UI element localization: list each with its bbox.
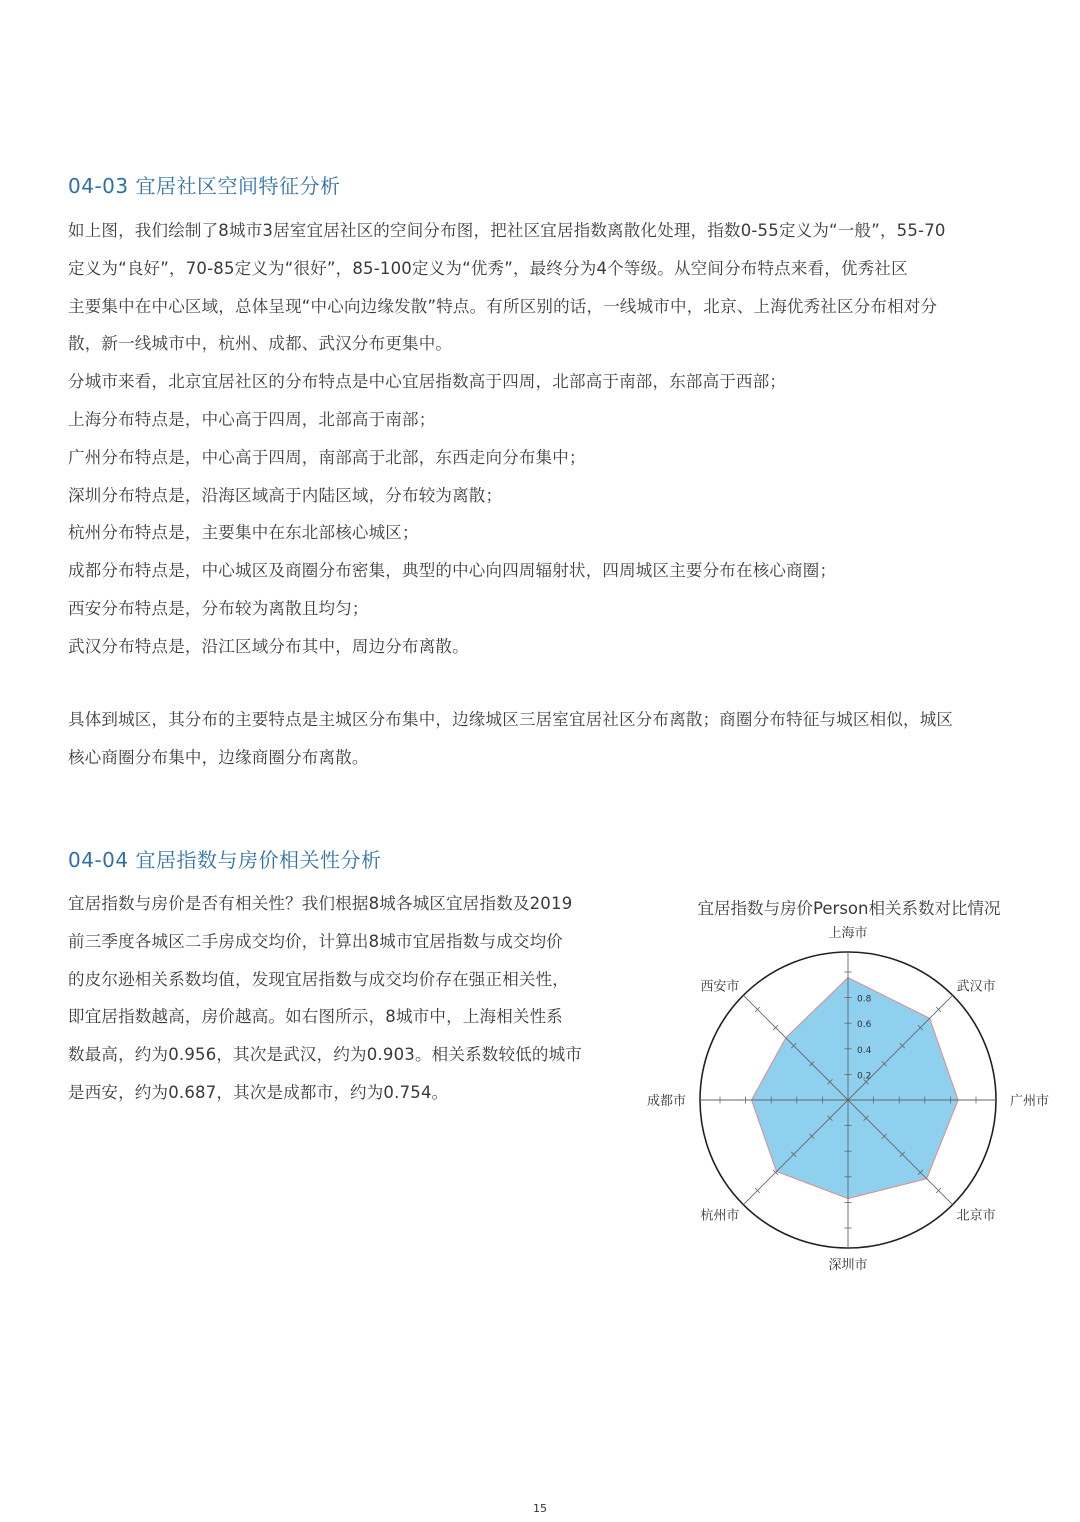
text-line: 核心商圈分布集中，边缘商圈分布离散。 xyxy=(68,747,369,767)
radar-axis-tick-label: 0.4 xyxy=(857,1045,872,1056)
radar-category-label: 武汉市 xyxy=(956,979,996,995)
radar-axes xyxy=(700,952,996,1248)
text-line: 即宜居指数越高，房价越高。如右图所示，8城市中，上海相关性系 xyxy=(68,1007,563,1027)
radar-category-label: 深圳市 xyxy=(828,1258,868,1273)
section-title-04-04: 04-04 宜居指数与房价相关性分析 xyxy=(68,848,382,872)
section-title-04-03: 04-03 宜居社区空间特征分析 xyxy=(68,174,341,198)
radar-axis-tick-label: 0.2 xyxy=(857,1071,872,1082)
text-line: 是西安，约为0.687，其次是成都市，约为0.754。 xyxy=(68,1082,449,1102)
section-04-03-paragraph-1 xyxy=(68,212,1012,666)
text-line: 定义为“良好”，70-85定义为“很好”，85-100定义为“优秀”，最终分为4个等级。从空间分布特点来看，优秀社区 xyxy=(68,258,908,278)
page-number: 15 xyxy=(533,1502,547,1515)
radar-axis-tick-label: 0.8 xyxy=(857,994,872,1005)
text-line: 武汉分布特点是，沿江区域分布其中，周边分布离散。 xyxy=(68,636,469,656)
text-line: 散，新一线城市中，杭州、成都、武汉分布更集中。 xyxy=(68,334,453,354)
text-line: 主要集中在中心区域，总体呈现“中心向边缘发散”特点。有所区别的话，一线城市中，北京、上海优秀社区分布相对分 xyxy=(68,296,938,316)
radar-category-label: 北京市 xyxy=(956,1208,996,1224)
text-line: 宜居指数与房价是否有相关性？我们根据8城各城区宜居指数及2019 xyxy=(68,894,573,913)
radar-category-label: 广州市 xyxy=(1010,1094,1050,1109)
text-line: 上海分布特点是，中心高于四周，北部高于南部； xyxy=(68,409,436,429)
text-line: 深圳分布特点是，沿海区域高于内陆区域，分布较为离散； xyxy=(68,485,503,505)
text-line: 广州分布特点是，中心高于四周，南部高于北部，东西走向分布集中； xyxy=(68,447,586,467)
radar-category-label: 成都市 xyxy=(646,1094,686,1109)
radar-chart xyxy=(640,920,1060,1280)
text-line: 如上图，我们绘制了8城市3居室宜居社区的空间分布图，把社区宜居指数离散化处理，指数0-55定义为“一般”，55-70 xyxy=(68,221,946,240)
text-line: 分城市来看，北京宜居社区的分布特点是中心宜居指数高于四周，北部高于南部，东部高于西部； xyxy=(68,372,787,392)
text-line: 西安分布特点是，分布较为离散且均匀； xyxy=(68,598,369,618)
text-line: 的皮尔逊相关系数均值，发现宜居指数与成交均价存在强正相关性， xyxy=(68,969,569,989)
radar-axis-tick-label: 0.6 xyxy=(857,1020,872,1031)
chart-title: 宜居指数与房价Person相关系数对比情况 xyxy=(697,899,1001,918)
text-line: 前三季度各城区二手房成交均价，计算出8城市宜居指数与成交均价 xyxy=(68,931,563,951)
text-line: 具体到城区，其分布的主要特点是主城区分布集中，边缘城区三居室宜居社区分布离散；商圈分布特征与城区相似，城区 xyxy=(68,710,954,729)
radar-category-label: 上海市 xyxy=(828,926,868,941)
text-line: 数最高，约为0.956，其次是武汉，约为0.903。相关系数较低的城市 xyxy=(68,1045,582,1065)
section-04-03-paragraph-2 xyxy=(68,701,1012,777)
section-04-04-paragraph xyxy=(68,885,608,1112)
radar-category-label: 西安市 xyxy=(700,979,740,995)
text-line: 成都分布特点是，中心城区及商圈分布密集，典型的中心向四周辐射状，四周城区主要分布在核心商圈； xyxy=(68,561,837,581)
radar-category-label: 杭州市 xyxy=(700,1208,740,1224)
text-line: 杭州分布特点是，主要集中在东北部核心城区； xyxy=(68,523,419,543)
